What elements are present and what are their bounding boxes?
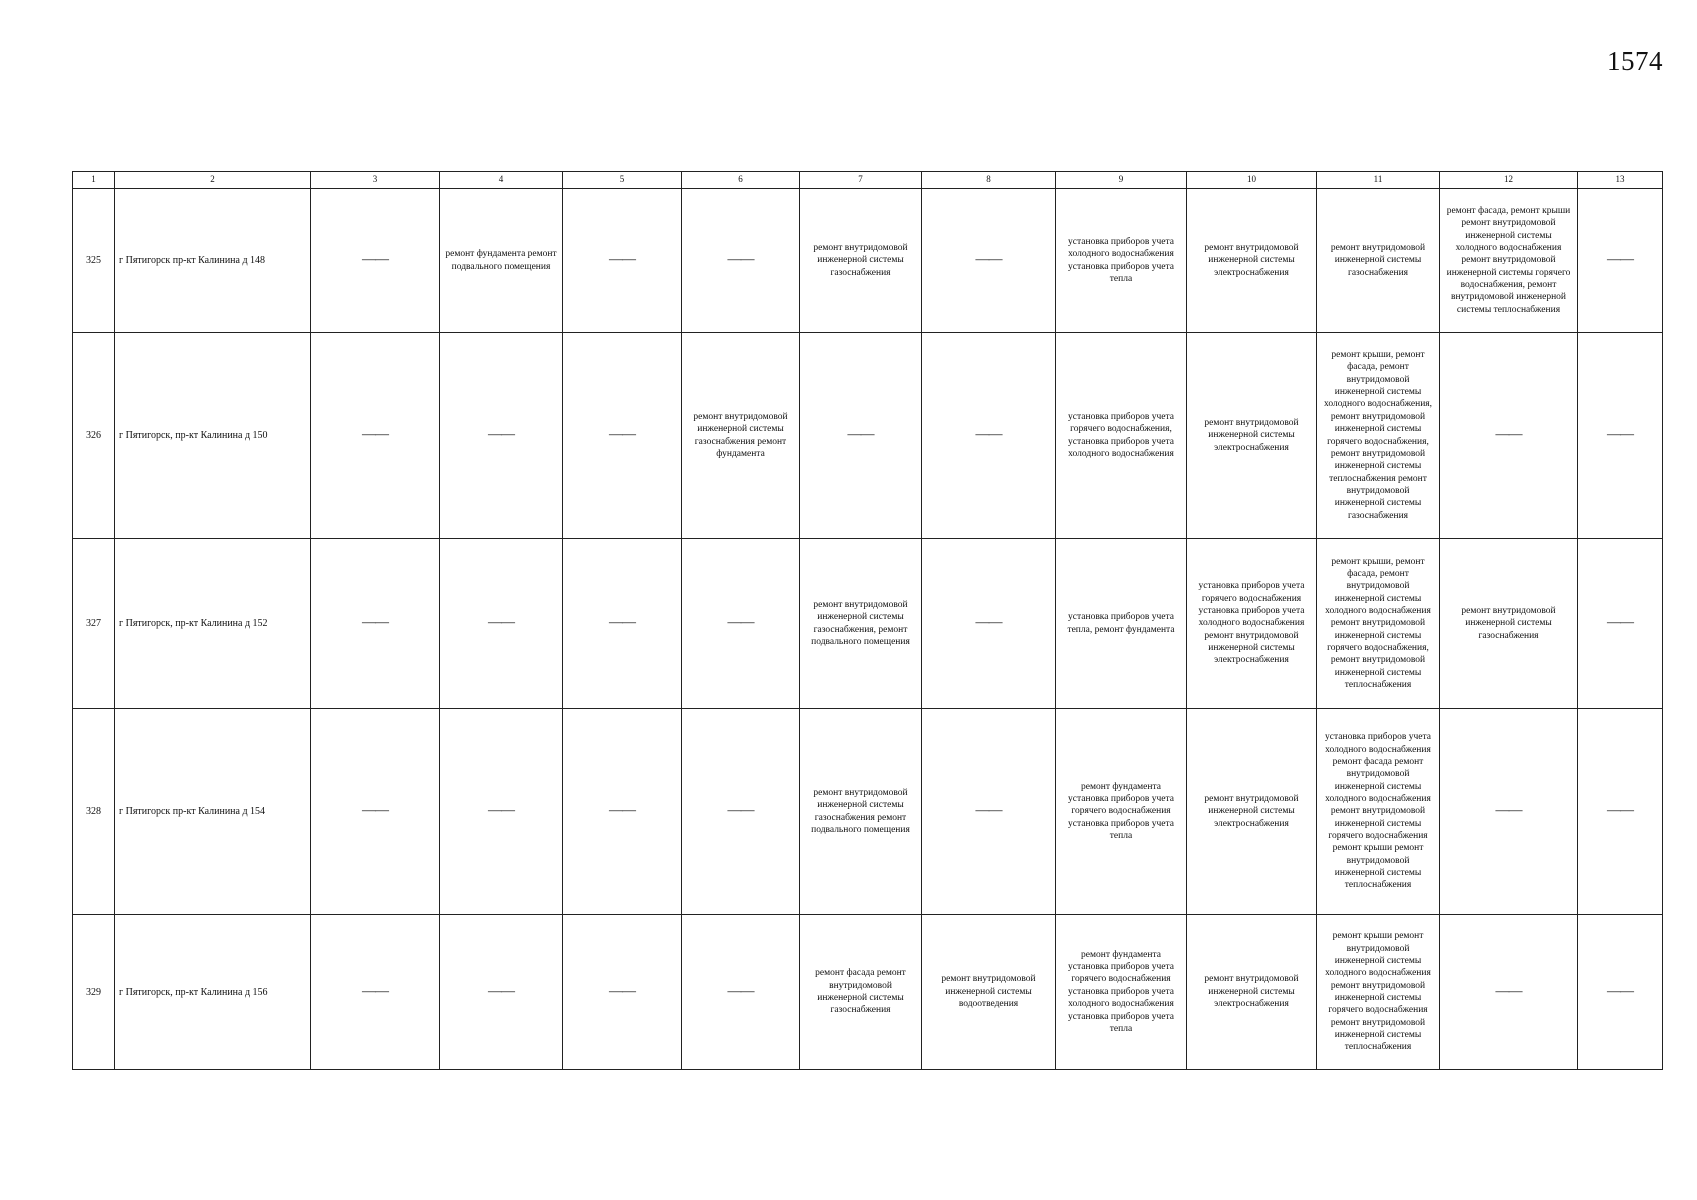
address-cell: г Пятигорск, пр-кт Калинина д 152 [115, 539, 311, 709]
table-cell: ремонт внутридомовой инженерной системы электроснабжения [1187, 333, 1317, 539]
column-number: 13 [1578, 172, 1663, 189]
table-cell: ремонт фундамента установка приборов учета горячего водоснабжения установка приборов учета тепла [1056, 709, 1187, 915]
table-row [73, 189, 1663, 333]
column-number: 3 [311, 172, 440, 189]
table-cell: установка приборов учета горячего водоснабжения, установка приборов учета холодного водоснабжения [1056, 333, 1187, 539]
table-cell: —— [922, 189, 1056, 333]
page-number: 1574 [1607, 46, 1663, 76]
table-cell: —— [563, 709, 682, 915]
table-cell: —— [1578, 189, 1663, 333]
table-cell: установка приборов учета горячего водоснабжения установка приборов учета холодного водоснабжения ремонт внутридомовой инженерной системы электроснабжения [1187, 539, 1317, 709]
table-cell: —— [440, 915, 563, 1070]
row-number: 329 [73, 915, 115, 1070]
table-cell: —— [311, 189, 440, 333]
address-cell: г Пятигорск пр-кт Калинина д 154 [115, 709, 311, 915]
row-number: 327 [73, 539, 115, 709]
column-number: 1 [73, 172, 115, 189]
table-cell: —— [682, 539, 800, 709]
column-number: 5 [563, 172, 682, 189]
column-number: 12 [1440, 172, 1578, 189]
table-cell: —— [563, 539, 682, 709]
column-number: 6 [682, 172, 800, 189]
table-cell: —— [563, 915, 682, 1070]
table-cell: ремонт внутридомовой инженерной системы электроснабжения [1187, 189, 1317, 333]
table-cell: ремонт фасада ремонт внутридомовой инженерной системы газоснабжения [800, 915, 922, 1070]
table-cell: —— [1578, 915, 1663, 1070]
table-cell: —— [1578, 333, 1663, 539]
column-number: 10 [1187, 172, 1317, 189]
table-cell: —— [1578, 539, 1663, 709]
table-cell: —— [440, 333, 563, 539]
table-cell: установка приборов учета холодного водоснабжения установка приборов учета тепла [1056, 189, 1187, 333]
address-cell: г Пятигорск пр-кт Калинина д 148 [115, 189, 311, 333]
table-row [73, 709, 1663, 915]
table-cell: ремонт внутридомовой инженерной системы газоснабжения [800, 189, 922, 333]
table-cell: —— [1578, 709, 1663, 915]
table-cell: —— [682, 915, 800, 1070]
row-number: 328 [73, 709, 115, 915]
table-cell: ремонт внутридомовой инженерной системы газоснабжения [1317, 189, 1440, 333]
table-cell: ремонт крыши, ремонт фасада, ремонт внутридомовой инженерной системы холодного водоснабжения, ремонт внутридомовой инженерной системы горячего водоснабжения, ремонт внутридомовой инженерной системы теплоснабжения ремонт внутридомовой инженерной системы газоснабжения [1317, 333, 1440, 539]
column-number: 11 [1317, 172, 1440, 189]
table-cell: ремонт фундамента ремонт подвального помещения [440, 189, 563, 333]
column-number: 4 [440, 172, 563, 189]
table-cell: —— [1440, 709, 1578, 915]
table-cell: ремонт крыши, ремонт фасада, ремонт внутридомовой инженерной системы холодного водоснабжения ремонт внутридомовой инженерной системы горячего водоснабжения, ремонт внутридомовой инженерной системы теплоснабжения [1317, 539, 1440, 709]
table-cell: —— [1440, 915, 1578, 1070]
table-cell: ремонт внутридомовой инженерной системы газоснабжения ремонт фундамента [682, 333, 800, 539]
table-cell: —— [922, 709, 1056, 915]
table-cell: установка приборов учета холодного водоснабжения ремонт фасада ремонт внутридомовой инженерной системы холодного водоснабжения ремонт внутридомовой инженерной системы горячего водоснабжения ремонт крыши ремонт внутридомовой инженерной системы теплоснабжения [1317, 709, 1440, 915]
column-number: 7 [800, 172, 922, 189]
table-cell: ремонт внутридомовой инженерной системы газоснабжения [1440, 539, 1578, 709]
row-number: 326 [73, 333, 115, 539]
table-cell: —— [311, 709, 440, 915]
row-number: 325 [73, 189, 115, 333]
table-cell: —— [440, 539, 563, 709]
address-cell: г Пятигорск, пр-кт Калинина д 156 [115, 915, 311, 1070]
table-cell: ремонт внутридомовой инженерной системы газоснабжения ремонт подвального помещения [800, 709, 922, 915]
table-cell: установка приборов учета тепла, ремонт фундамента [1056, 539, 1187, 709]
table-row [73, 333, 1663, 539]
table-cell: —— [1440, 333, 1578, 539]
column-number-row [73, 172, 1663, 189]
table-cell: —— [311, 915, 440, 1070]
table-cell: —— [922, 539, 1056, 709]
table-cell: —— [563, 189, 682, 333]
table-cell: ремонт внутридомовой инженерной системы электроснабжения [1187, 709, 1317, 915]
table-cell: —— [800, 333, 922, 539]
table-cell: ремонт внутридомовой инженерной системы газоснабжения, ремонт подвального помещения [800, 539, 922, 709]
table-row [73, 915, 1663, 1070]
table-cell: ремонт фундамента установка приборов учета горячего водоснабжения установка приборов учета холодного водоснабжения установка приборов учета тепла [1056, 915, 1187, 1070]
table-cell: ремонт внутридомовой инженерной системы электроснабжения [1187, 915, 1317, 1070]
table-cell: ремонт внутридомовой инженерной системы водоотведения [922, 915, 1056, 1070]
repair-register-table [72, 171, 1663, 1070]
column-number: 8 [922, 172, 1056, 189]
table-cell: ремонт фасада, ремонт крыши ремонт внутридомовой инженерной системы холодного водоснабжения ремонт внутридомовой инженерной системы горячего водоснабжения, ремонт внутридомовой инженерной системы теплоснабжения [1440, 189, 1578, 333]
column-number: 9 [1056, 172, 1187, 189]
table-cell: ремонт крыши ремонт внутридомовой инженерной системы холодного водоснабжения ремонт внутридомовой инженерной системы горячего водоснабжения ремонт внутридомовой инженерной системы теплоснабжения [1317, 915, 1440, 1070]
table-cell: —— [922, 333, 1056, 539]
table-cell: —— [682, 709, 800, 915]
column-number: 2 [115, 172, 311, 189]
table-cell: —— [311, 333, 440, 539]
table-row [73, 539, 1663, 709]
table-cell: —— [440, 709, 563, 915]
table-cell: —— [682, 189, 800, 333]
table-cell: —— [311, 539, 440, 709]
address-cell: г Пятигорск, пр-кт Калинина д 150 [115, 333, 311, 539]
table-cell: —— [563, 333, 682, 539]
